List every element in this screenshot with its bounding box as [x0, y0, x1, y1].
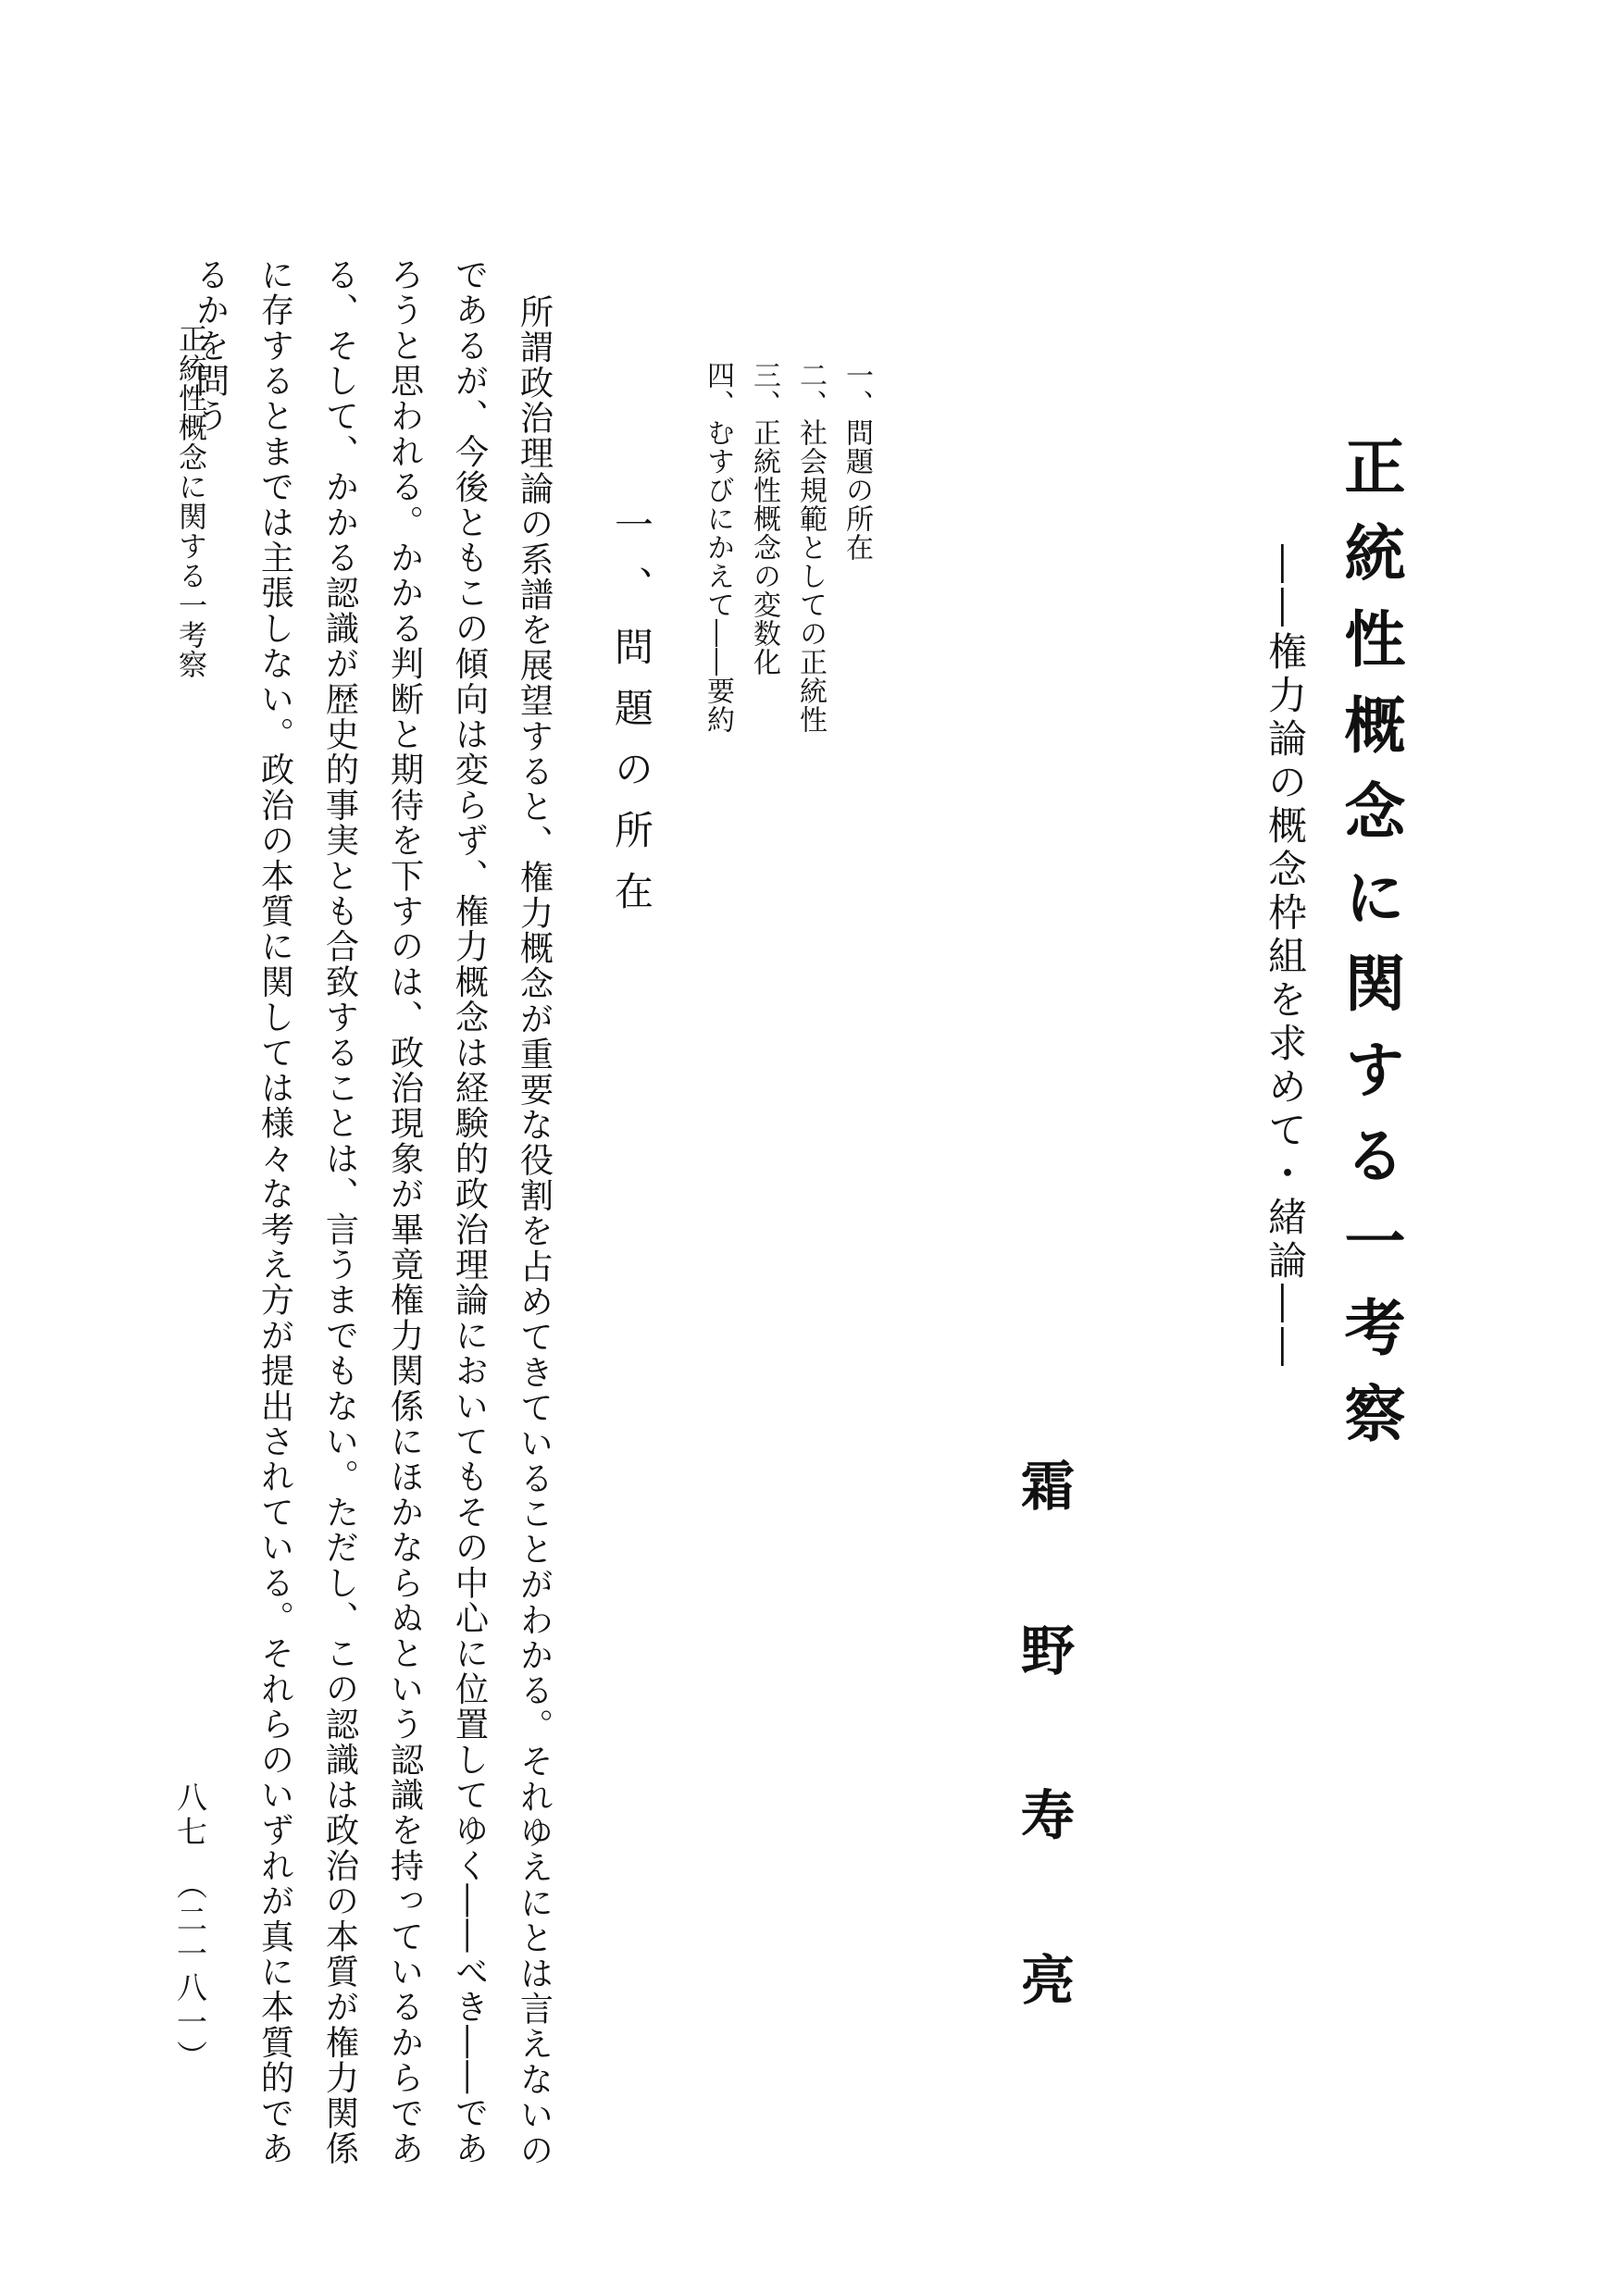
- article-subtitle: ――権力論の概念枠組を求めて・緒論――: [1263, 544, 1308, 1371]
- toc-item-4: 四、むすびにかえて――要約: [702, 361, 734, 734]
- toc-item-3: 三、正統性概念の変数化: [748, 361, 780, 676]
- author-name: 霜野寿亮: [1012, 1458, 1075, 2116]
- toc-item-2: 二、社会規範としての正統性: [794, 361, 827, 734]
- page-number: 八七 （二一八一）: [172, 1781, 208, 2075]
- section-heading: 一、問題の所在: [609, 504, 654, 932]
- running-title: 正統性概念に関する一考察: [173, 324, 206, 679]
- body-paragraph: 所謂政治理論の系譜を展望すると、権力概念が重要な役割を占めてきていることがわかる。それゆえにとは言えないのであるが、今後ともこの傾向は変らず、権力概念は経験的政治理論においてもその中心に位置してゆく――べき――であろうと思われる。かかる判断と期待を下すのは、政治現象が畢竟権力関係にほかならぬという認識を持っているからである、そして、かかる認識が歴史的事実とも合致することは、言うまでもない。ただし、この認識は政治の本質が権力関係に存するとまでは主張しない。政治の本質に関しては様々な考え方が提出されている。それらのいずれが真に本質的であるかを問う: [191, 257, 554, 2168]
- toc-item-1: 一、問題の所在: [840, 361, 873, 562]
- table-of-contents: [702, 361, 879, 750]
- article-title: 正統性概念に関する一考察: [1334, 435, 1406, 1468]
